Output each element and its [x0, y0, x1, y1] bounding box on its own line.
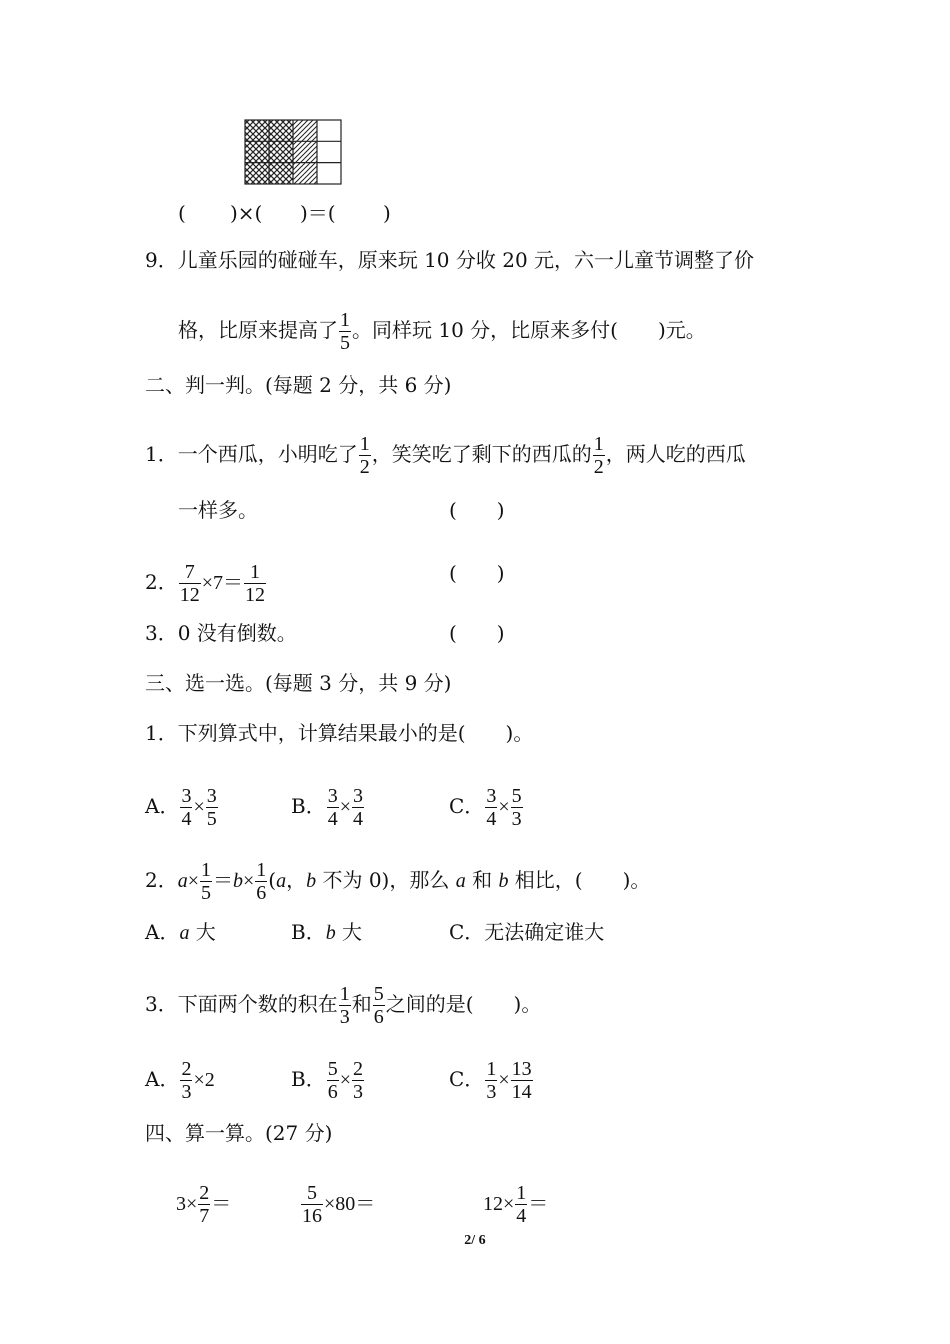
var-a: a — [276, 870, 287, 892]
times-sign: × — [498, 1069, 510, 1091]
sec2-q1-text-b: ，笑笑吃了剩下的西瓜的 — [371, 442, 592, 466]
fraction — [511, 785, 523, 830]
denominator: 3 — [181, 1081, 192, 1103]
denominator: 2 — [359, 456, 370, 478]
text: 相比，( )。 — [508, 868, 651, 892]
sec2-q3: 3．0 没有倒数。 — [145, 621, 297, 645]
fraction — [515, 1182, 527, 1227]
q9-text-a: 格，比原来提高了 — [178, 318, 338, 342]
sec3-q2-option-a[interactable] — [145, 920, 216, 945]
expr-prefix: 12× — [483, 1193, 515, 1215]
denominator: 5 — [206, 808, 217, 830]
denominator: 4 — [352, 808, 363, 830]
times-sign: × — [339, 796, 351, 818]
sec3-q2-option-b[interactable] — [291, 920, 362, 945]
times-sign: × — [187, 870, 200, 892]
numerator: 5 — [511, 785, 522, 807]
numerator: 1 — [340, 309, 350, 331]
numerator: 3 — [352, 785, 363, 807]
sec2-q2-op: ×7＝ — [201, 572, 244, 594]
option-label: A． — [145, 1067, 180, 1091]
fraction — [352, 1058, 364, 1103]
text: 不为 0)，那么 — [316, 868, 456, 892]
option-label: C． — [449, 794, 485, 818]
expression-tail: ×2 — [193, 1069, 215, 1091]
option-label: C． — [449, 1067, 485, 1091]
denominator: 4 — [486, 808, 497, 830]
times-sign: × — [243, 870, 255, 892]
sec3-q2-option-c[interactable]: C．无法确定谁大 — [449, 920, 605, 944]
numerator: 5 — [301, 1182, 323, 1205]
times-sign: × — [498, 796, 510, 818]
numerator: 1 — [359, 433, 370, 455]
text: 和 — [465, 868, 499, 892]
option-label: B． — [291, 794, 326, 818]
sec2-q2-number: 2． — [145, 570, 178, 594]
denominator: 5 — [340, 332, 350, 354]
expr-suffix: ＝ — [528, 1193, 549, 1215]
q9-line1: 9．儿童乐园的碰碰车，原来玩 10 分收 20 元，六一儿童节调整了价 — [145, 248, 755, 272]
sec3-q1-option-c[interactable] — [449, 785, 524, 830]
equals-sign: ＝ — [213, 870, 234, 892]
section3-title: 三、选一选。(每题 3 分，共 9 分) — [145, 671, 452, 695]
var-b: b — [325, 922, 336, 944]
denominator: 14 — [511, 1081, 532, 1103]
fraction — [511, 1058, 533, 1103]
sec3-q3-option-a[interactable] — [145, 1058, 215, 1103]
fraction — [485, 785, 497, 830]
fraction — [327, 1058, 339, 1103]
times-sign: × — [339, 1069, 351, 1091]
eq-paren-3: )＝( — [300, 201, 336, 225]
denominator: 6 — [373, 1006, 384, 1028]
var-b: b — [498, 870, 509, 892]
denominator: 3 — [352, 1081, 363, 1103]
option-text: 大 — [335, 920, 363, 944]
denominator: 7 — [199, 1205, 210, 1227]
fraction — [180, 785, 192, 830]
var-a: a — [455, 870, 466, 892]
sec3-q1-option-b[interactable] — [291, 785, 365, 830]
sec3-q1-stem: 1．下列算式中，计算结果最小的是( )。 — [145, 721, 534, 745]
denominator: 6 — [256, 882, 267, 904]
sec2-q2 — [145, 561, 267, 606]
option-label: A． — [145, 794, 180, 818]
denominator: 12 — [245, 584, 266, 606]
diagonal-region — [293, 120, 317, 184]
eq-paren-1: ( — [178, 201, 186, 225]
denominator: 4 — [327, 808, 338, 830]
var-a: a — [177, 870, 188, 892]
var-a: a — [179, 922, 190, 944]
numerator: 3 — [486, 785, 497, 807]
section4-title: 四、算一算。(27 分) — [145, 1121, 333, 1145]
numerator: 2 — [181, 1058, 192, 1080]
denominator: 4 — [181, 808, 192, 830]
denominator: 16 — [302, 1205, 322, 1227]
denominator: 3 — [511, 808, 522, 830]
text: 3．下面两个数的积在 — [145, 992, 338, 1016]
sec2-q2-answer-blank[interactable]: ( ) — [449, 561, 505, 585]
calc-expr-2 — [300, 1182, 375, 1227]
fraction — [352, 785, 364, 830]
fraction — [206, 785, 218, 830]
option-label: B． — [291, 1067, 326, 1091]
option-label: A． — [145, 920, 180, 944]
eq-paren-4: ) — [383, 201, 391, 225]
denominator: 6 — [327, 1081, 338, 1103]
text: ， — [286, 868, 307, 892]
q-number: 2． — [145, 868, 178, 892]
fraction — [373, 983, 385, 1028]
sec2-q2-frac2 — [244, 561, 266, 606]
sec2-q1-frac2 — [593, 433, 605, 478]
var-b: b — [306, 870, 317, 892]
fraction — [180, 1058, 192, 1103]
sec2-q2-frac1 — [179, 561, 201, 606]
var-b: b — [233, 870, 244, 892]
numerator: 1 — [339, 983, 350, 1005]
sec2-q1-line1 — [145, 433, 746, 478]
denominator: 12 — [179, 584, 200, 606]
numerator: 1 — [516, 1182, 527, 1204]
q9-fraction — [339, 309, 351, 354]
calc-expr-3 — [483, 1182, 548, 1227]
numerator: 1 — [593, 433, 604, 455]
expr-suffix: ×80＝ — [324, 1193, 376, 1215]
denominator: 2 — [593, 456, 604, 478]
numerator: 2 — [352, 1058, 363, 1080]
sec2-q1-text-c: ，两人吃的西瓜 — [605, 442, 746, 466]
option-text: 大 — [189, 920, 216, 944]
fraction — [339, 983, 351, 1028]
text: 之间的是( )。 — [385, 992, 542, 1016]
numerator: 7 — [179, 561, 201, 584]
fraction — [198, 1182, 210, 1227]
times-sign: × — [193, 796, 205, 818]
numerator: 5 — [327, 1058, 338, 1080]
sec2-q1-frac1 — [359, 433, 371, 478]
sec3-q3-option-b[interactable] — [291, 1058, 365, 1103]
denominator: 3 — [339, 1006, 350, 1028]
sec3-q1-option-a[interactable] — [145, 785, 219, 830]
denominator: 5 — [201, 882, 212, 904]
shaded-grid-figure — [244, 119, 342, 187]
sec2-q1-text-a: 1．一个西瓜，小明吃了 — [145, 442, 358, 466]
calc-expr-1 — [176, 1182, 231, 1227]
eq-paren-2: )×( — [230, 201, 263, 225]
sec2-q3-answer-blank[interactable]: ( ) — [449, 621, 505, 645]
fraction — [485, 1058, 497, 1103]
denominator: 4 — [516, 1205, 527, 1227]
q9-line2 — [178, 309, 706, 354]
numerator: 1 — [486, 1058, 497, 1080]
sec2-q1-line2: 一样多。 — [178, 498, 258, 522]
expr-suffix: ＝ — [211, 1193, 232, 1215]
sec3-q2-stem — [145, 859, 650, 904]
sec3-q3-option-c[interactable] — [449, 1058, 534, 1103]
numerator: 5 — [373, 983, 384, 1005]
text: 和 — [351, 992, 372, 1016]
numerator: 3 — [327, 785, 338, 807]
expr-prefix: 3× — [176, 1193, 198, 1215]
numerator: 3 — [206, 785, 217, 807]
numerator: 1 — [244, 561, 266, 584]
denominator: 3 — [486, 1081, 497, 1103]
sec3-q3-stem — [145, 983, 541, 1028]
fraction — [200, 859, 212, 904]
sec2-q1-answer-blank[interactable]: ( ) — [449, 498, 505, 522]
numerator: 13 — [511, 1058, 532, 1080]
fraction — [327, 785, 339, 830]
fraction — [301, 1182, 323, 1227]
q9-text-b: 。同样玩 10 分，比原来多付( )元。 — [352, 318, 706, 342]
numerator: 3 — [181, 785, 192, 807]
section2-title: 二、判一判。(每题 2 分，共 6 分) — [145, 373, 452, 397]
numerator: 2 — [199, 1182, 210, 1204]
numerator: 1 — [201, 859, 212, 881]
text: ( — [268, 868, 277, 892]
page-number: 2/ 6 — [464, 1233, 486, 1248]
option-label: B． — [291, 920, 326, 944]
numerator: 1 — [256, 859, 267, 881]
fraction — [255, 859, 267, 904]
